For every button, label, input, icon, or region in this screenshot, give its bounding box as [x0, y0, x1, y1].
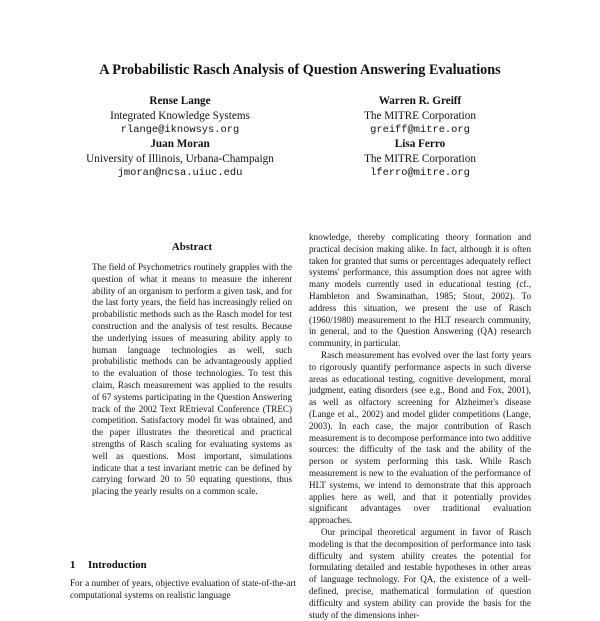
- author-block-3: [60, 137, 300, 181]
- abstract-heading: Abstract: [171, 241, 213, 253]
- author-affiliation: The MITRE Corporation: [364, 152, 476, 165]
- body-paragraph: Our principal theoretical argument in favor of Rasch modeling is that the decomposition of performance into task difficulty and system ability creates the potential for formulating detailed and testable hypotheses in other areas of language technology. For QA, the existence of a well-defined, precise, mathematical formulation of question difficulty and system ability can provide the basis for the study of the dimensions inher-: [309, 526, 531, 620]
- introduction-text: For a number of years, objective evaluation of state-of-the-art computational systems on realistic language: [70, 578, 296, 600]
- author-block-2: [300, 94, 540, 138]
- author-name: Warren R. Greiff: [378, 95, 462, 107]
- author-block-1: [60, 94, 300, 138]
- author-block-4: [300, 137, 540, 181]
- author-email: greiff@mitre.org: [370, 124, 470, 136]
- author-name: Rense Lange: [149, 95, 211, 107]
- section-heading-introduction: [70, 559, 147, 571]
- abstract-text: The field of Psychometrics routinely grapples with the question of what it means to measure the inherent ability of an organism to perform a given task, and for the last forty years, the field has increasingly relied on probabilistic methods such as the Rasch model for test construction and the analysis of test results. Because the underlying issues of measuring ability apply to human language technologies as well, such probabilistic methods can be advantageously applied to the evaluation of those technologies. To test this claim, Rasch measurement was applied to the results of 67 systems participating in the Question Answering track of the 2002 Text REtrieval Conference (TREC) competition. Satisfactory model fit was obtained, and the paper illustrates the theoretical and practical strengths of Rasch scaling for evaluating systems as well as questions. Most important, simulations indicate that a test invariant metric can be defined by carrying forward 20 to 50 equating questions, thus placing the yearly results on a common scale.: [92, 262, 292, 497]
- author-email: lferro@mitre.org: [370, 167, 470, 179]
- author-email: rlange@iknowsys.org: [120, 124, 240, 136]
- author-affiliation: The MITRE Corporation: [364, 109, 476, 122]
- section-title: Introduction: [88, 559, 147, 571]
- body-paragraph: knowledge, thereby complicating theory formation and practical decision making alike. In fact, although it is often taken for granted that sums or percentages adequately reflect systems' performance, this assumption does not agree with many models currently used in educational testing (cf., Hambleton and Swaminathan, 1985; Stout, 2002). To address this situation, we present the use of Rasch (1960/1980) measurement to the HLT research community, in general, and to the Question Answering (QA) research community, in particular.: [309, 232, 531, 349]
- author-affiliation: University of Illinois, Urbana-Champaign: [86, 152, 274, 165]
- body-paragraph: Rasch measurement has evolved over the last forty years to rigorously quantify performance aspects in such diverse areas as educational testing, cognitive development, moral judgment, eating disorders (see e.g., Bond and Fox, 2001), as well as olfactory screening for Alzheimer's disease (Lange et al., 2002) and model glider competitions (Lange, 2003). In each case, the major contribution of Rasch measurement is to decompose performance into two additive sources: the difficulty of the task and the ability of the person or system performing this task. While Rasch measurement is new to the evaluation of the performance of HLT systems, we intend to demonstrate that this approach applies here as well, and that it potentially provides significant advantages over traditional evaluation approaches.: [309, 349, 531, 526]
- paper-title: A Probabilistic Rasch Analysis of Question Answering Evaluations: [99, 62, 501, 78]
- author-name: Juan Moran: [150, 138, 210, 150]
- section-number: 1: [70, 559, 76, 571]
- author-email: jmoran@ncsa.uiuc.edu: [117, 167, 243, 179]
- author-name: Lisa Ferro: [394, 138, 446, 150]
- right-column: [309, 232, 531, 621]
- author-affiliation: Integrated Knowledge Systems: [110, 109, 250, 122]
